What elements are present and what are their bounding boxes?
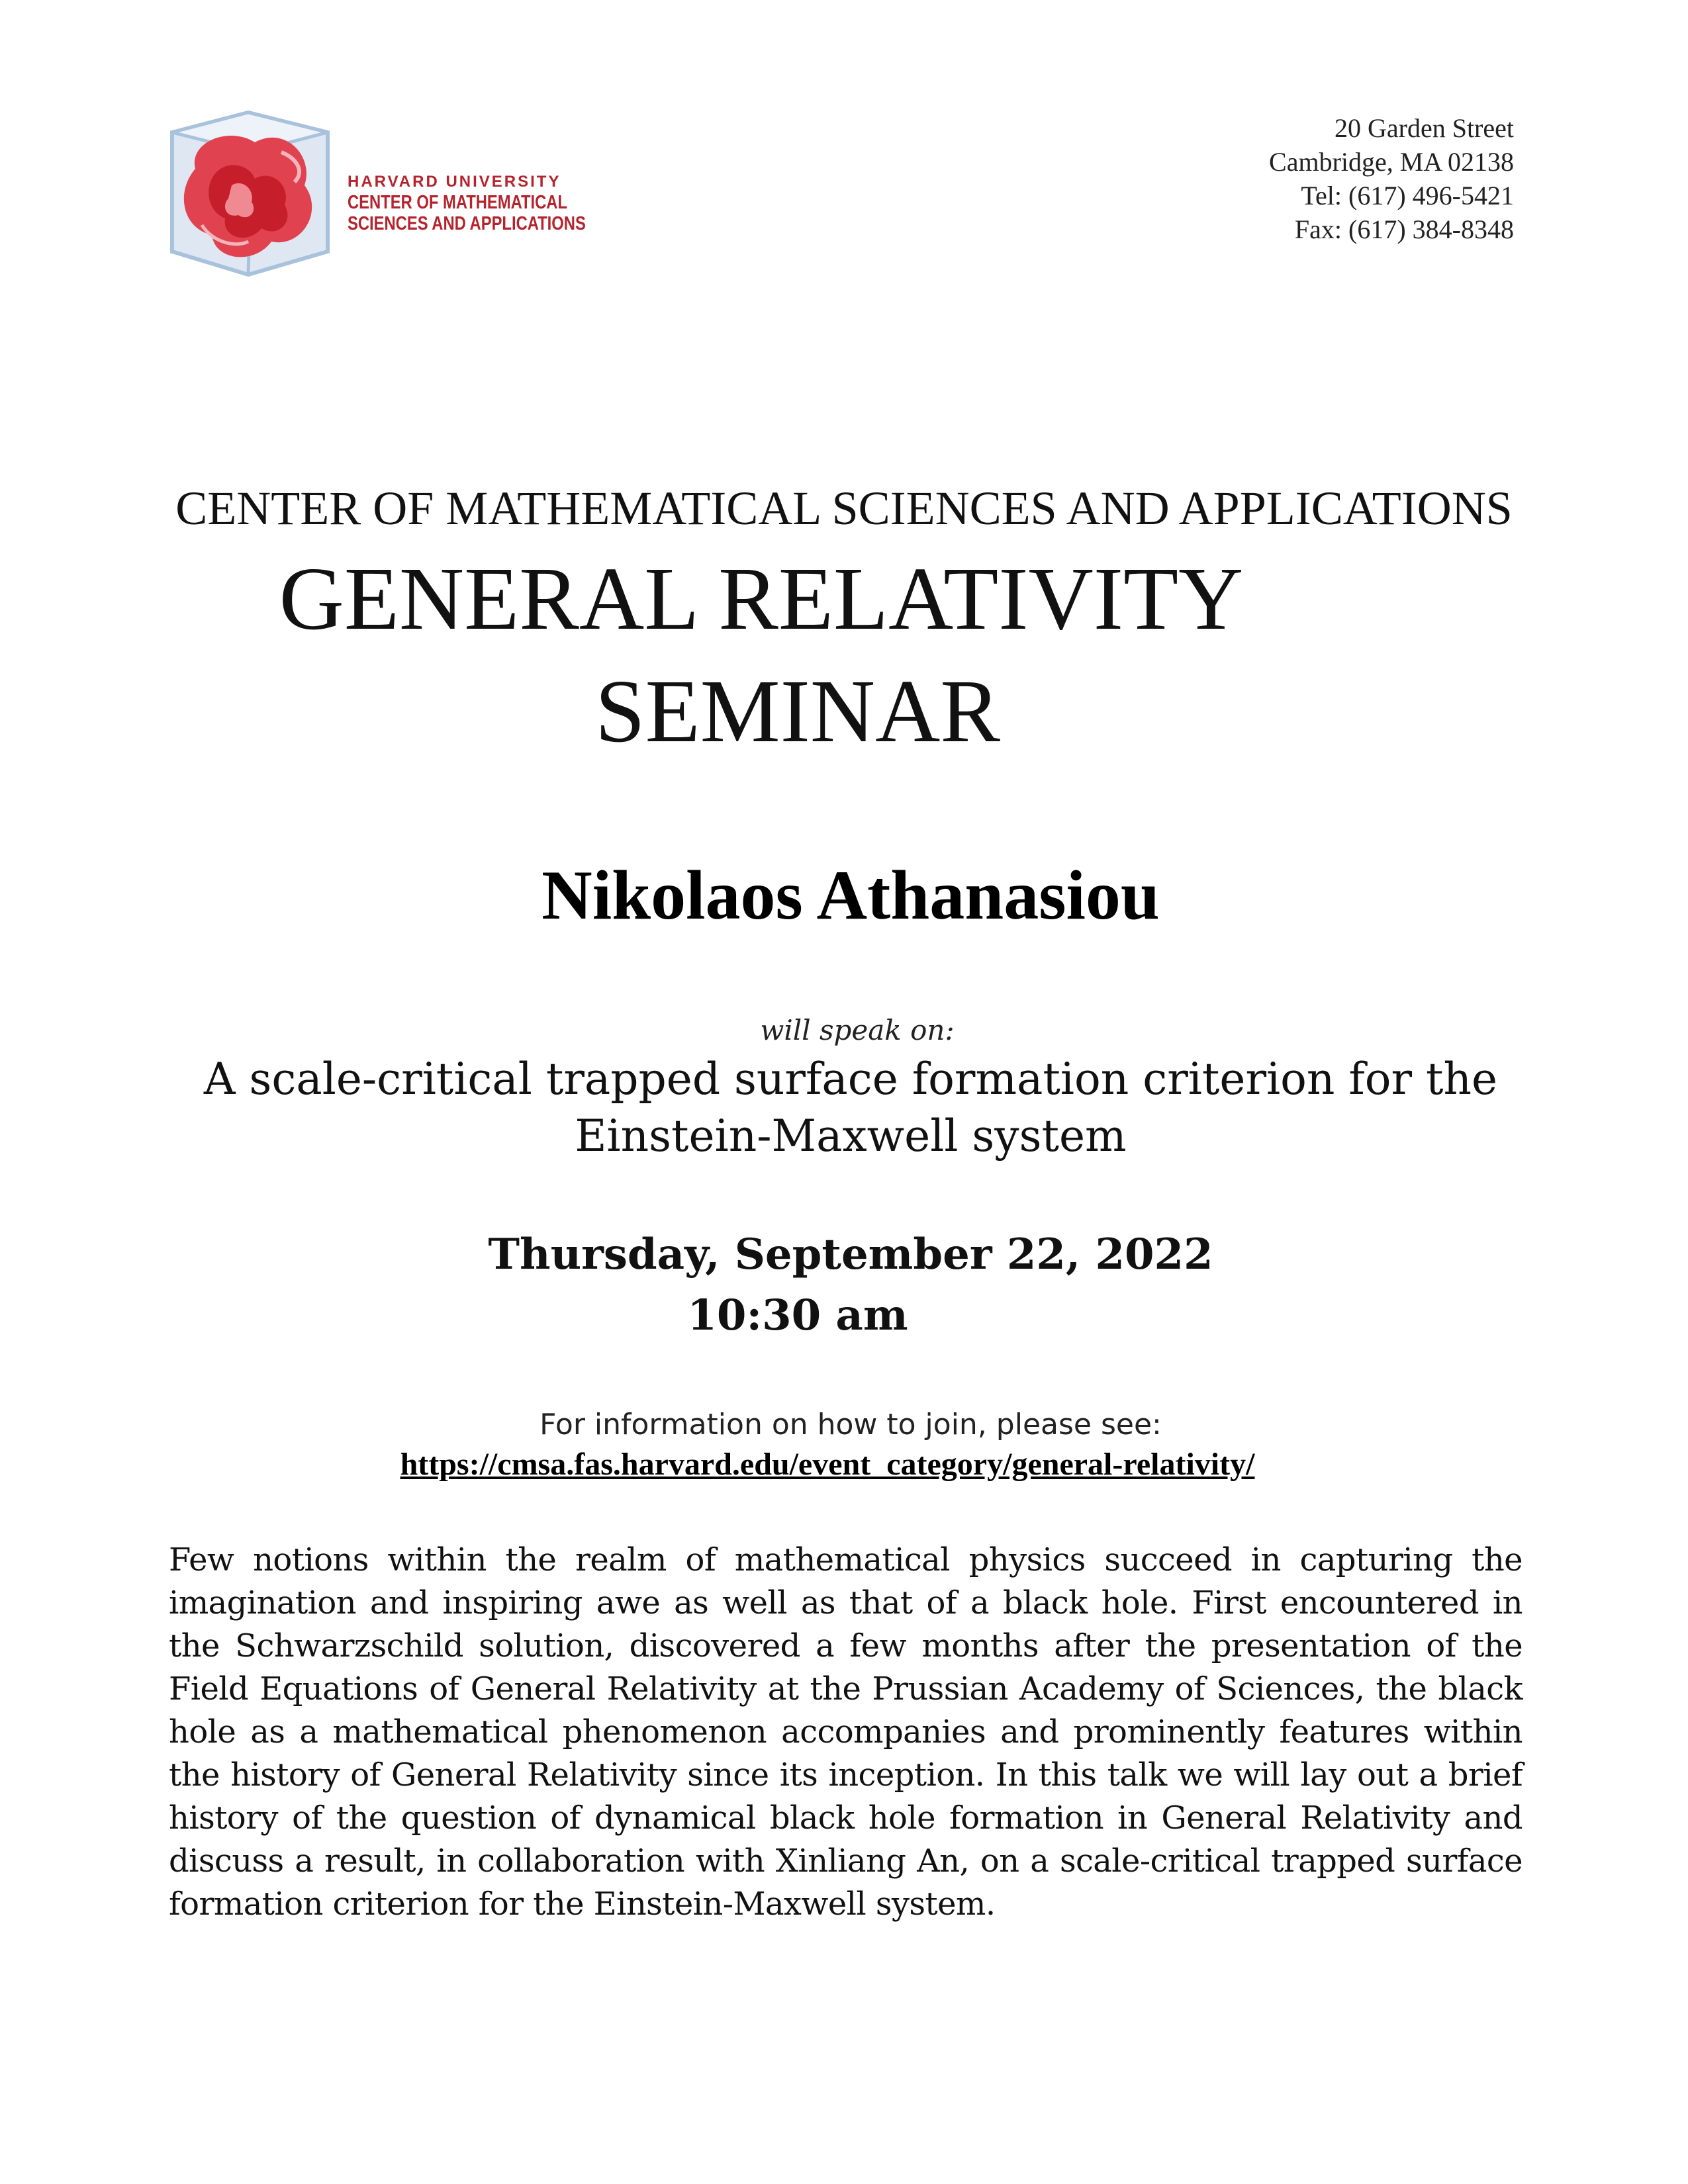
- speak-on-label: will speak on:: [760, 1014, 955, 1046]
- talk-title-line2: Einstein-Maxwell system: [575, 1111, 1127, 1161]
- join-info-text: For information on how to join, please see:: [539, 1408, 1162, 1441]
- center-title: CENTER OF MATHEMATICAL SCIENCES AND APPLICATIONS: [175, 482, 1513, 535]
- logo-university-name: HARVARD UNIVERSITY: [348, 173, 561, 191]
- seminar-title-line2: SEMINAR: [594, 662, 1001, 761]
- address-city: Cambridge, MA 02138: [1269, 147, 1514, 177]
- cmsa-logo: [149, 106, 612, 281]
- logo-center-name-line2: SCIENCES AND APPLICATIONS: [348, 213, 586, 234]
- seminar-title-line1: GENERAL RELATIVITY: [279, 549, 1244, 649]
- logo-wordmark: [348, 172, 612, 234]
- address-phone: Tel: (617) 496-5421: [1301, 181, 1514, 210]
- event-time: 10:30 am: [687, 1291, 908, 1340]
- join-info-link[interactable]: https://cmsa.fas.harvard.edu/event_category/general-relativity/: [400, 1447, 1255, 1482]
- address-fax: Fax: (617) 384-8348: [1294, 214, 1514, 244]
- event-datetime: [0, 1224, 1688, 1346]
- event-date: Thursday, September 22, 2022: [488, 1230, 1213, 1279]
- talk-title-line1: A scale-critical trapped surface formation criterion for the: [203, 1054, 1498, 1105]
- seminar-title: [0, 543, 1688, 768]
- contact-address: [1269, 111, 1514, 246]
- address-street: 20 Garden Street: [1334, 113, 1514, 143]
- abstract-paragraph: Few notions within the realm of mathematical physics succeed in capturing the imagination and inspiring awe as well as that of a black hole. First encountered in the Schwarzschild solution, discovered a few months after the presentation of the Field Equations of General Relativity at the Prussian Academy of Sciences, the black hole as a mathematical phenomenon accompanies and prominently features within the history of General Relativity since its inception. In this talk we will lay out a brief history of the question of dynamical black hole formation in General Relativity and discuss a result, in collaboration with Xinliang An, on a scale-critical trapped surface formation criterion for the Einstein-Maxwell system.: [169, 1541, 1523, 1923]
- talk-title: [0, 1051, 1688, 1165]
- cmsa-cube-logo-graphic: [149, 106, 351, 281]
- logo-center-name-line1: CENTER OF MATHEMATICAL: [348, 192, 568, 213]
- speaker-name: Nikolaos Athanasiou: [541, 856, 1160, 934]
